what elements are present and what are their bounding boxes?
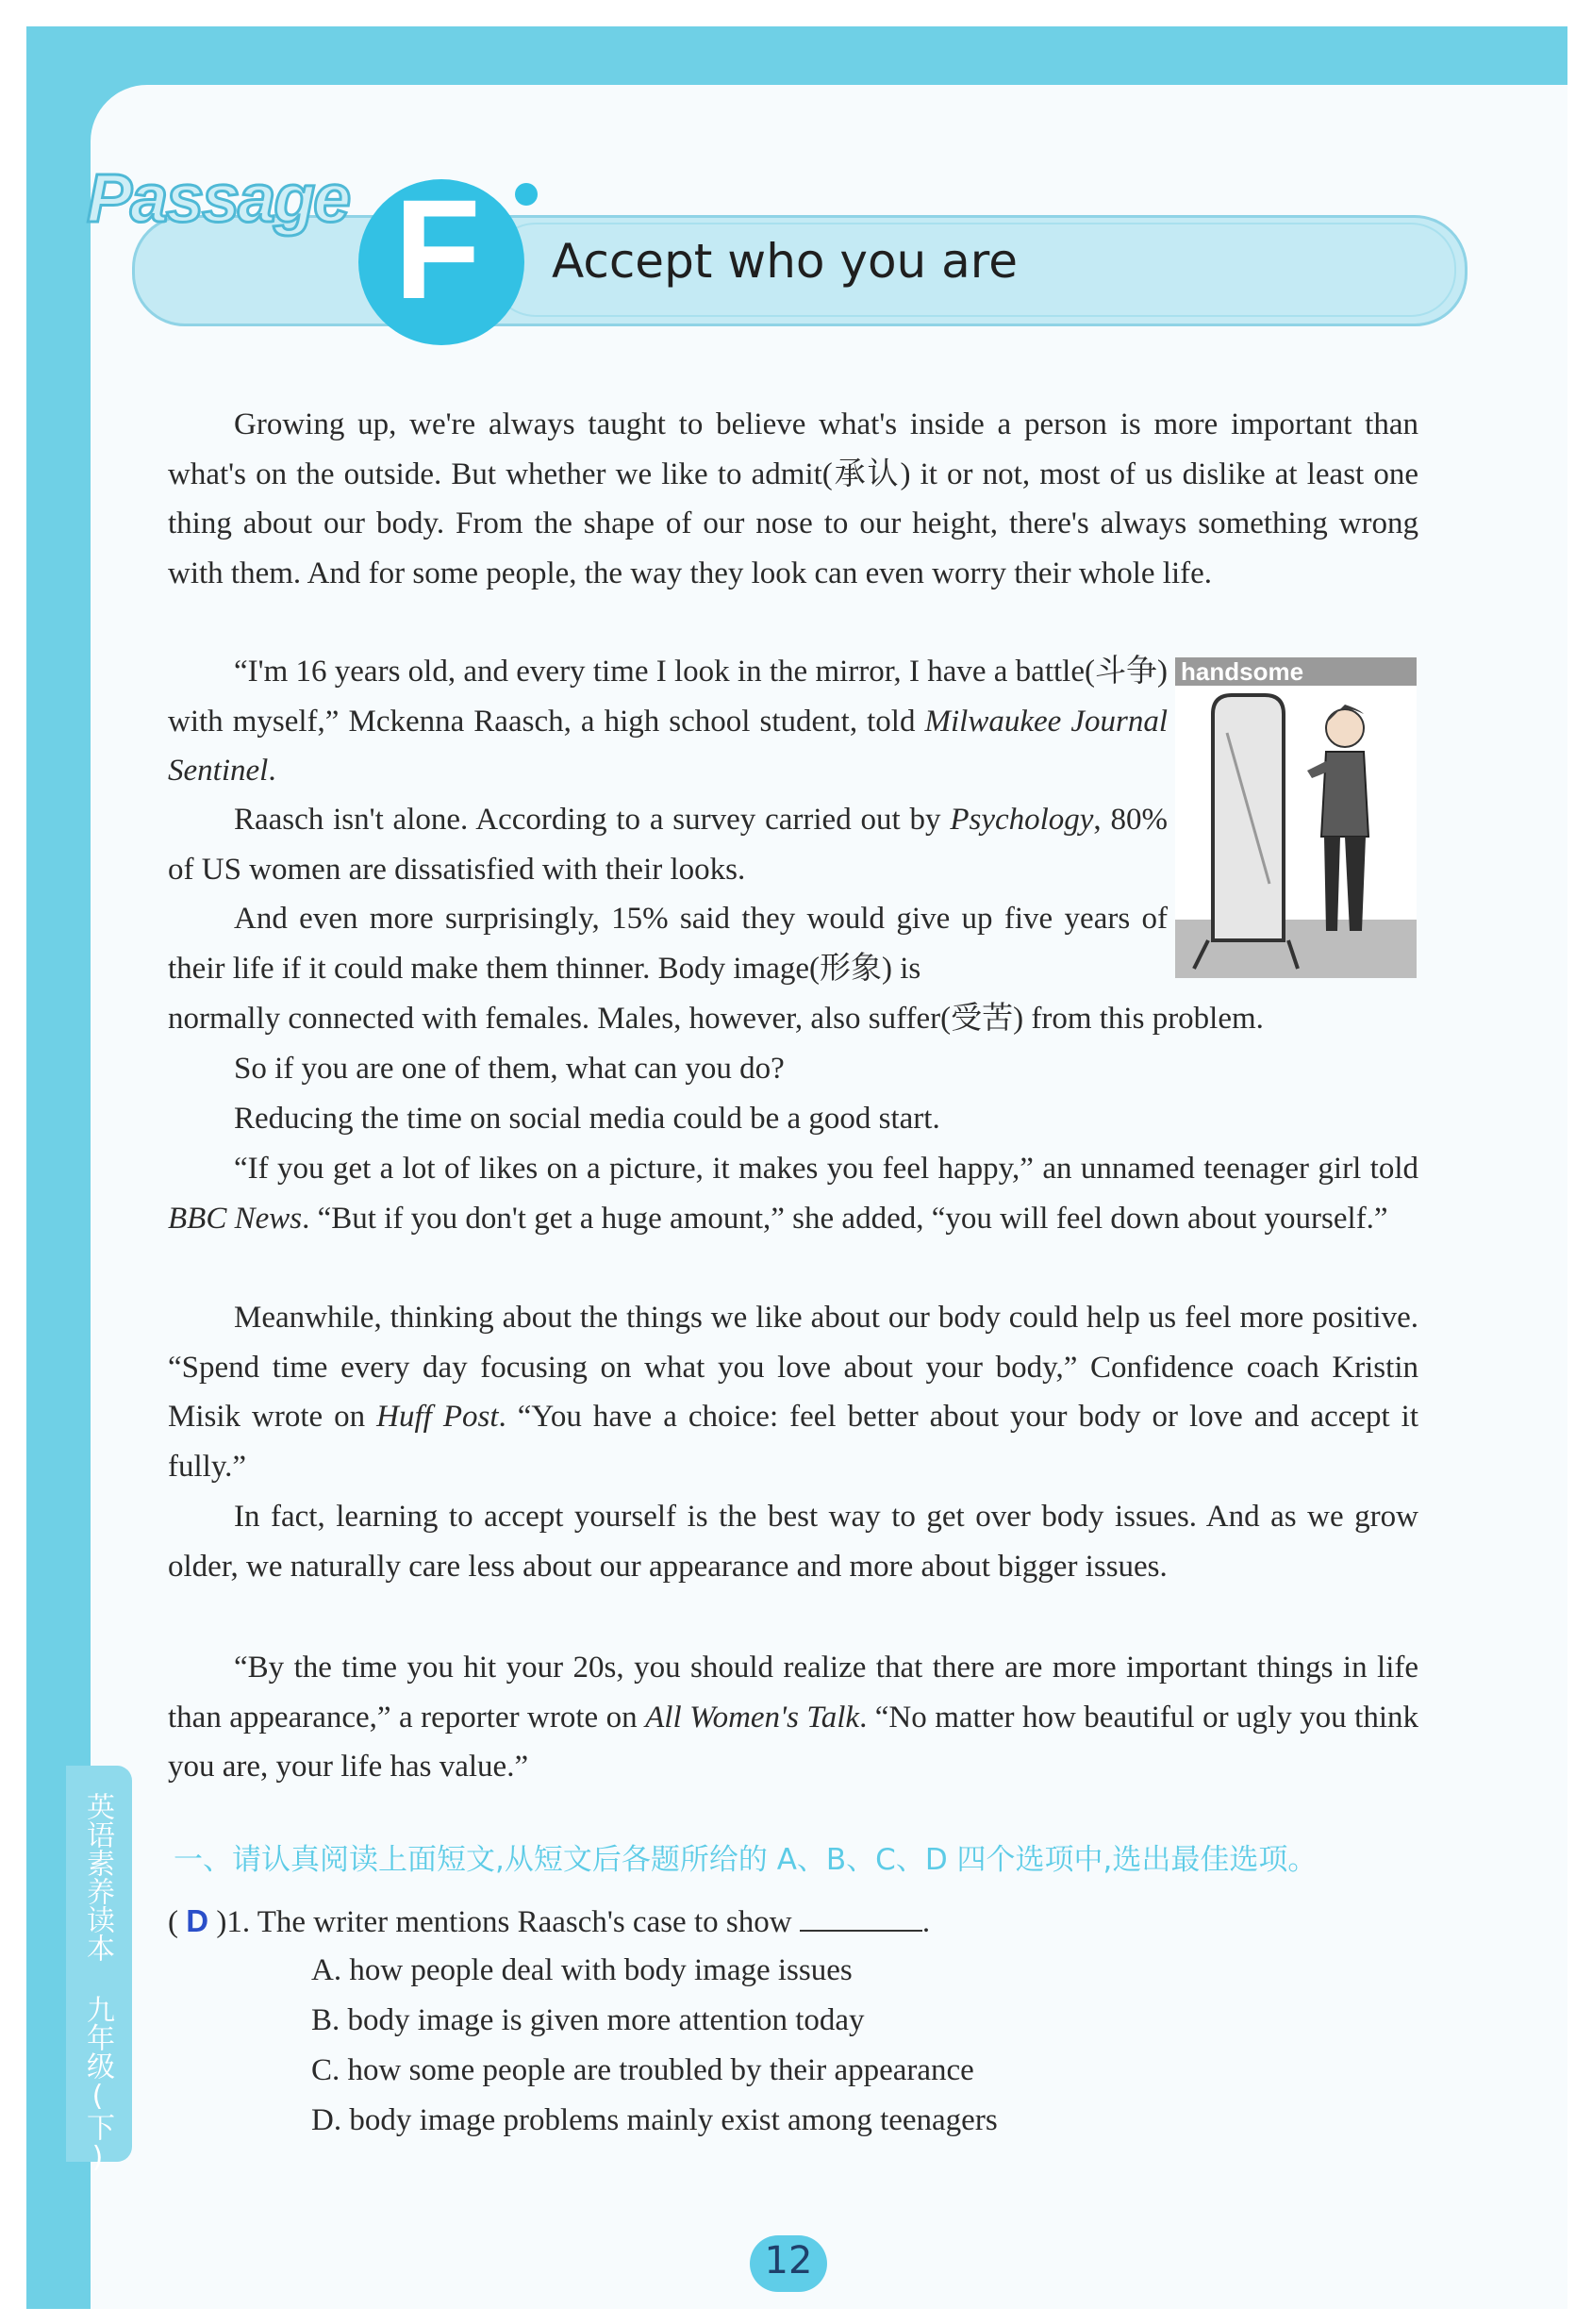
option-c: C. how some people are troubled by their appearance [311,2053,974,2087]
paragraph-10 [168,1643,1418,1792]
paragraph-8-end: . “You have a choice: feel better about your body or love and accept it fully.” [168,1400,1418,1484]
publication-name: Huff Post [376,1400,499,1434]
paragraph-7 [168,1144,1418,1243]
paragraph-2 [168,647,1168,796]
exercise-instruction: 一、请认真阅读上面短文,从短文后各题所给的 A、B、C、D 四个选项中,选出最佳选项。 [174,1843,1318,1877]
answer-blank [800,1903,922,1932]
passage-letter: F [394,170,481,328]
paragraph-8-text: Meanwhile, thinking about the things we like about our body could help us feel more positive. “Spend time every day focusing on what you love about your body,” Confidence coach Kristin Misik wrote on [168,1301,1418,1434]
question-end: . [921,1905,931,1939]
paragraph-6: Reducing the time on social media could be a good start. [234,1102,940,1136]
option-b: B. body image is given more attention today [311,2003,865,2037]
paragraph-10-end: . “No matter how beautiful or ugly you think you are, your life has value.” [168,1700,1418,1784]
question-close-paren: )1. [208,1905,257,1939]
paragraph-7-text: “If you get a lot of likes on a picture, it makes you feel happy,” an unnamed teenager girl told [234,1152,1418,1186]
paragraph-8 [168,1293,1418,1491]
answer-mark: D [186,1903,209,1938]
question-stem: The writer mentions Raasch's case to show [257,1905,792,1939]
question-1 [168,1903,930,1940]
paragraph-5: So if you are one of them, what can you do? [234,1052,785,1086]
paragraph-10-text: “By the time you hit your 20s, you should realize that there are more important things in life than appearance,” a reporter wrote on [168,1651,1418,1735]
question-open-paren: ( [168,1905,187,1939]
paragraph-2-end: . [268,754,276,788]
paragraph-3 [168,795,1168,894]
publication-name: All Women's Talk [645,1700,860,1735]
illustration-caption: handsome [1181,657,1304,686]
paragraph-2-text: “I'm 16 years old, and every time I look in the mirror, I have a battle(斗争) with myself,” Mckenna Raasch, a high school student, told [168,655,1168,739]
paragraph-9: In fact, learning to accept yourself is the best way to get over body issues. And as we grow older, we naturally care less about our appearance and more about bigger issues. [168,1500,1418,1584]
side-tab-label: 英语素养读本 九年级(下) [81,1792,114,2174]
decorative-dot [515,183,538,206]
option-a: A. how people deal with body image issues [311,1953,853,1987]
page-frame-top [26,26,1567,85]
page-number: 12 [764,2239,813,2282]
publication-name: BBC News [168,1201,303,1236]
publication-name: Milwaukee Journal Sentinel [168,704,1168,788]
paragraph-3-end: , 80% of US women are dissatisfied with their looks. [168,803,1168,887]
paragraph-1: Growing up, we're always taught to believe what's inside a person is more important than what's on the outside. But whether we like to admit(承认) it or not, most of us dislike at least one thing about our body. From the shape of our nose to our height, there's always something wrong with them. And for some people, the way they look can even worry their whole life. [168,407,1418,590]
mirror-illustration [1175,657,1417,978]
paragraph-7-end: . “But if you don't get a huge amount,” she added, “you will feel down about yourself.” [302,1201,1388,1236]
passage-title: Accept who you are [552,234,1018,289]
paragraph-4: And even more surprisingly, 15% said they would give up five years of their life if it could make them thinner. Body image(形象) is [168,902,1168,986]
paragraph-4-continued: normally connected with females. Males, however, also suffer(受苦) from this problem. [168,1002,1264,1036]
option-d: D. body image problems mainly exist among teenagers [311,2103,998,2137]
publication-name: Psychology [950,803,1094,837]
passage-label: Passage [87,161,350,237]
paragraph-3-text: Raasch isn't alone. According to a survey carried out by [234,803,951,837]
